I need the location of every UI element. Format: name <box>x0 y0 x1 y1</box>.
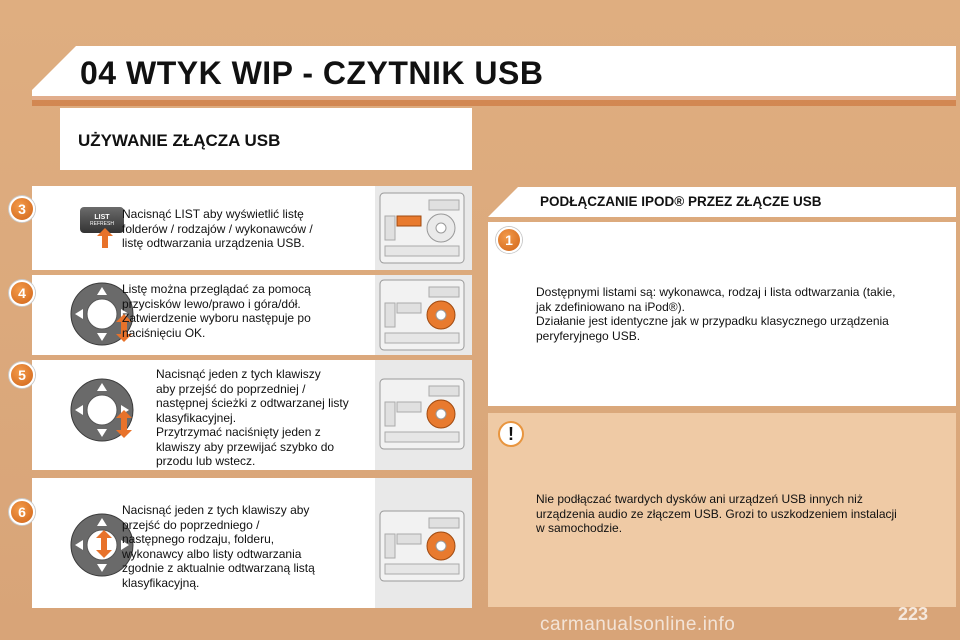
radio-unit-image-5 <box>379 378 465 450</box>
list-key-sublabel: REFRESH <box>90 220 114 227</box>
radio-unit-image-6 <box>379 510 465 582</box>
step-text-5: Nacisnąć jeden z tych klawiszy aby przejść do poprzedniej / następnej ścieżki z odtwarzanej listy klasyfikacyjnej. Przytrzymać naciśnięty jeden z klawiszy aby przewijać szybko do przodu lub wstecz. <box>156 367 349 468</box>
page-number: 223 <box>898 604 929 624</box>
step-text-3: Nacisnąć LIST aby wyświetlić listę folderów / rodzajów / wykonawców / listę odtwarzania urządzenia USB. <box>122 207 313 250</box>
warning-icon: ! <box>498 421 524 447</box>
step-text-4: Listę można przeglądać za pomocą przycisków lewo/prawo i góra/dół. Zatwierdzenie wyboru następuje po naciśnięciu OK. <box>122 282 311 340</box>
warning-text: Nie podłączać twardych dysków ani urządzeń USB innych niż urządzenia audio ze złączem USB. Grozi to uszkodzeniem instalacji w samochodzie. <box>536 492 897 535</box>
step-badge-6: 6 <box>9 499 35 525</box>
arrow-updown-icon <box>96 530 112 558</box>
step-text-6: Nacisnąć jeden z tych klawiszy aby przejść do poprzedniego / następnego rodzaju, folderu, wykonawcy albo listy odtwarzania zgodnie z aktualnie odtwarzaną listą klasyfikacyjną. <box>122 503 315 590</box>
arrow-updown-icon <box>116 410 132 438</box>
radio-unit-image-4 <box>379 279 465 351</box>
watermark: carmanualsonline.info <box>540 614 736 635</box>
step-badge-3: 3 <box>9 196 35 222</box>
ipod-step-badge: 1 <box>496 227 522 253</box>
step-badge-4: 4 <box>9 280 35 306</box>
list-key-label: LIST <box>94 213 110 221</box>
section-title: UŻYWANIE ZŁĄCZA USB <box>78 131 281 150</box>
step-badge-5: 5 <box>9 362 35 388</box>
ipod-text: Dostępnymi listami są: wykonawca, rodzaj i lista odtwarzania (takie, jak zdefiniowano na iPod®). Działanie jest identyczne jak w przypadku klasycznego urządzenia peryferyjnego USB. <box>536 285 896 343</box>
page-title: 04 WTYK WIP - CZYTNIK USB <box>80 55 544 91</box>
ipod-section-title: PODŁĄCZANIE IPOD® PRZEZ ZŁĄCZE USB <box>540 194 822 209</box>
header-band <box>32 96 956 106</box>
arrow-up-icon <box>97 228 113 248</box>
radio-unit-image-3 <box>379 192 465 264</box>
